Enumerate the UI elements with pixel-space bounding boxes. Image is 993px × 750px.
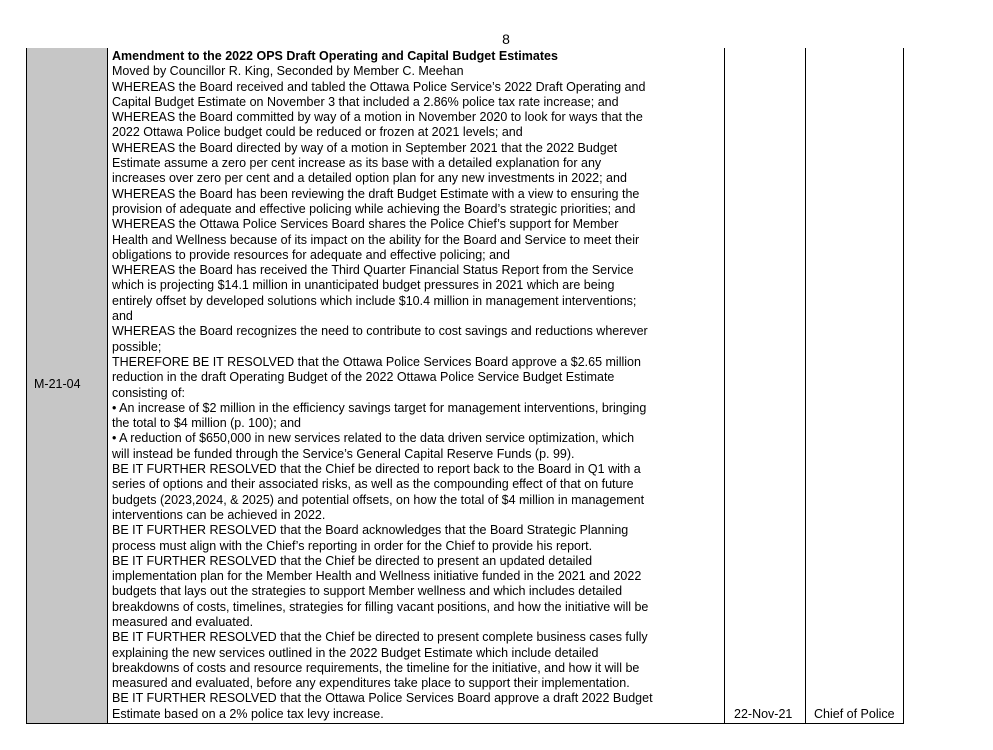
motion-line: possible; — [112, 339, 162, 354]
motion-line: THEREFORE BE IT RESOLVED that the Ottawa Police Services Board approve a $2.65 million — [112, 354, 641, 369]
motion-date-cell — [725, 48, 806, 723]
motion-line: consisting of: — [112, 385, 185, 400]
motion-date: 22-Nov-21 — [734, 707, 793, 721]
motion-responsible: Chief of Police — [814, 707, 895, 721]
motion-line: and — [112, 309, 133, 324]
motion-line: breakdowns of costs and resource requirements, the timeline for the initiative, and how it will be — [112, 660, 640, 675]
motion-line: reduction in the draft Operating Budget of the 2022 Ottawa Police Service Budget Estimate — [112, 370, 615, 385]
motion-line: Estimate based on a 2% police tax levy increase. — [112, 706, 384, 721]
motion-line: 2022 Ottawa Police budget could be reduced or frozen at 2021 levels; and — [112, 125, 523, 140]
motion-line: the total to $4 million (p. 100); and — [112, 416, 302, 431]
motion-line: WHEREAS the Board received and tabled the Ottawa Police Service’s 2022 Draft Operating and — [112, 79, 646, 94]
motion-line: which is projecting $14.1 million in unanticipated budget pressures in 2021 which are being — [112, 278, 615, 293]
motion-line: WHEREAS the Board directed by way of a motion in September 2021 that the 2022 Budget — [112, 140, 618, 155]
motion-line: series of options and their associated risks, as well as the compounding effect of that on future — [112, 477, 634, 492]
motion-line: BE IT FURTHER RESOLVED that the Chief be directed to report back to the Board in Q1 with a — [112, 462, 641, 477]
motion-title: Amendment to the 2022 OPS Draft Operating and Capital Budget Estimates — [112, 49, 558, 63]
motion-line: Health and Wellness because of its impact on the ability for the Board and Service to meet their — [112, 232, 640, 247]
motion-line: obligations to provide resources for adequate and effective policing; and — [112, 247, 510, 262]
motion-text-cell — [108, 48, 725, 723]
motion-line: Capital Budget Estimate on November 3 that included a 2.86% police tax rate increase; and — [112, 94, 619, 109]
motion-line: WHEREAS the Board recognizes the need to contribute to cost savings and reductions wherever — [112, 324, 648, 339]
motion-line: interventions can be achieved in 2022. — [112, 507, 326, 522]
motion-line: budgets that lays out the strategies to support Member wellness and which includes detailed — [112, 584, 623, 599]
motion-responsibility-cell — [806, 48, 903, 723]
motion-line: budgets (2023,2024, & 2025) and potential offsets, on how the total of $4 million in management — [112, 492, 645, 507]
motion-line: process must align with the Chief’s reporting in order for the Chief to provide his report. — [112, 538, 593, 553]
motion-line: measured and evaluated, before any expenditures take place to support their implementation. — [112, 676, 630, 691]
motion-line: measured and evaluated. — [112, 614, 254, 629]
motion-line: provision of adequate and effective policing while achieving the Board’s strategic priorities; and — [112, 201, 636, 216]
motion-line: will instead be funded through the Service’s General Capital Reserve Funds (p. 99). — [112, 446, 575, 461]
motion-line: Moved by Councillor R. King, Seconded by Member C. Meehan — [112, 64, 464, 79]
motion-line: BE IT FURTHER RESOLVED that the Chief be directed to present an updated detailed — [112, 553, 593, 568]
motion-line: increases over zero per cent and a detailed option plan for any new investments in 2022; and — [112, 171, 627, 186]
motion-line: explaining the new services outlined in the 2022 Budget Estimate which include detailed — [112, 645, 599, 660]
motion-id: M-21-04 — [34, 377, 81, 391]
motion-line: entirely offset by developed solutions which include $10.4 million in management interventions; — [112, 293, 637, 308]
motion-line: WHEREAS the Board has been reviewing the draft Budget Estimate with a view to ensuring the — [112, 186, 640, 201]
motion-line: • An increase of $2 million in the efficiency savings target for management interventions, bringing — [112, 400, 647, 415]
motion-line: BE IT FURTHER RESOLVED that the Board acknowledges that the Board Strategic Planning — [112, 523, 629, 538]
page-number: 8 — [502, 31, 510, 47]
motion-id-cell — [27, 48, 108, 723]
motion-line: WHEREAS the Ottawa Police Services Board shares the Police Chief’s support for Member — [112, 217, 619, 232]
motion-line: • A reduction of $650,000 in new services related to the data driven service optimization, which — [112, 431, 635, 446]
motion-table — [26, 48, 904, 724]
motion-line: WHEREAS the Board has received the Third Quarter Financial Status Report from the Service — [112, 263, 634, 278]
motion-line: BE IT FURTHER RESOLVED that the Ottawa Police Services Board approve a draft 2022 Budget — [112, 691, 653, 706]
motion-line: WHEREAS the Board committed by way of a motion in November 2020 to look for ways that the — [112, 110, 643, 125]
motion-line: implementation plan for the Member Health and Wellness initiative funded in the 2021 and 2022 — [112, 569, 642, 584]
motion-line: Estimate assume a zero per cent increase as its base with a detailed explanation for any — [112, 156, 602, 171]
motion-line: BE IT FURTHER RESOLVED that the Chief be directed to present complete business cases fully — [112, 630, 648, 645]
motion-line: breakdowns of costs, timelines, strategies for filling vacant positions, and how the initiative will be — [112, 599, 649, 614]
